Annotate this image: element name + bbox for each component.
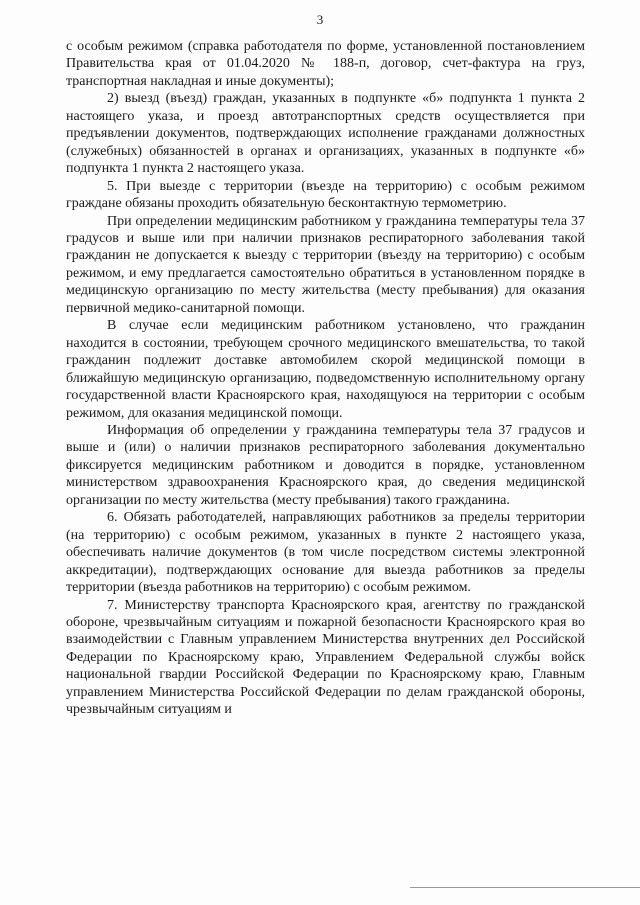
- paragraph-continuation: с особым режимом (справка работодателя по форме, установленной постановлением Правительства края от 01.04.2020 № 188-п, договор, счет-фактура на груз, транспортная накладная и иные документы);: [66, 39, 585, 89]
- scan-edge-line: [410, 887, 640, 888]
- paragraph-item-7: 7. Министерству транспорта Красноярского края, агентству по гражданской обороне, чрезвычайным ситуациям и пожарной безопасности Красноярского края во взаимодействии с Главным управлением Министерства внутренних дел Российской Федерации по Красноярскому краю, Управлением Федеральной службы войск национальной гвардии Российской Федерации по Красноярскому краю, Главным управлением Министерства Российской Федерации по делам гражданской обороны, чрезвычайным ситуациям и: [66, 597, 585, 718]
- document-body: [66, 38, 585, 719]
- paragraph-information-recording: Информация об определении у гражданина температуры тела 37 градусов и выше и (или) о наличии признаков респираторного заболевания документально фиксируется медицинским работником и доводится в порядке, установленном министерством здравоохранения Красноярского края, до сведения медицинской организации по месту жительства (месту пребывания) такого гражданина.: [66, 422, 585, 508]
- paragraph-item-5: 5. При выезде с территории (въезде на территорию) с особым режимом граждане обязаны проходить обязательную бесконтактную термометрию.: [66, 178, 585, 212]
- page-number: 3: [316, 12, 324, 27]
- paragraph-emergency-care: В случае если медицинским работником установлено, что гражданин находится в состоянии, требующем срочного медицинского вмешательства, то такой гражданин подлежит доставке автомобилем скорой медицинской помощи в ближайшую медицинскую организацию, подведомственную исполнительному органу государственной власти Красноярского края, находящуюся на территории с особым режимом, для оказания медицинской помощи.: [66, 318, 585, 421]
- paragraph-item-6: 6. Обязать работодателей, направляющих работников за пределы территории (на территорию) с особым режимом, указанных в пункте 2 настоящего указа, обеспечивать наличие документов (в том числе посредством системы электронной аккредитации), подтверждающих основание для выезда работников за пределы территории (въезда работников на территорию) с особым режимом.: [66, 510, 585, 596]
- paragraph-temperature-check: При определении медицинским работником у гражданина температуры тела 37 градусов и выше или при наличии признаков респираторного заболевания такой гражданин не допускается к выезду с территории (въезду на территорию) с особым режимом, и ему предлагается самостоятельно обратиться в установленном порядке в медицинскую организацию по месту жительства (месту пребывания) для оказания первичной медико-санитарной помощи.: [66, 213, 585, 316]
- paragraph-subitem-2: 2) выезд (въезд) граждан, указанных в подпункте «б» подпункта 1 пункта 2 настоящего указа, и проезд автотранспортных средств осуществляется при предъявлении документов, подтверждающих исполнение гражданами должностных (служебных) обязанностей в органах и организациях, указанных в подпункте «б» подпункта 1 пункта 2 настоящего указа.: [66, 91, 585, 177]
